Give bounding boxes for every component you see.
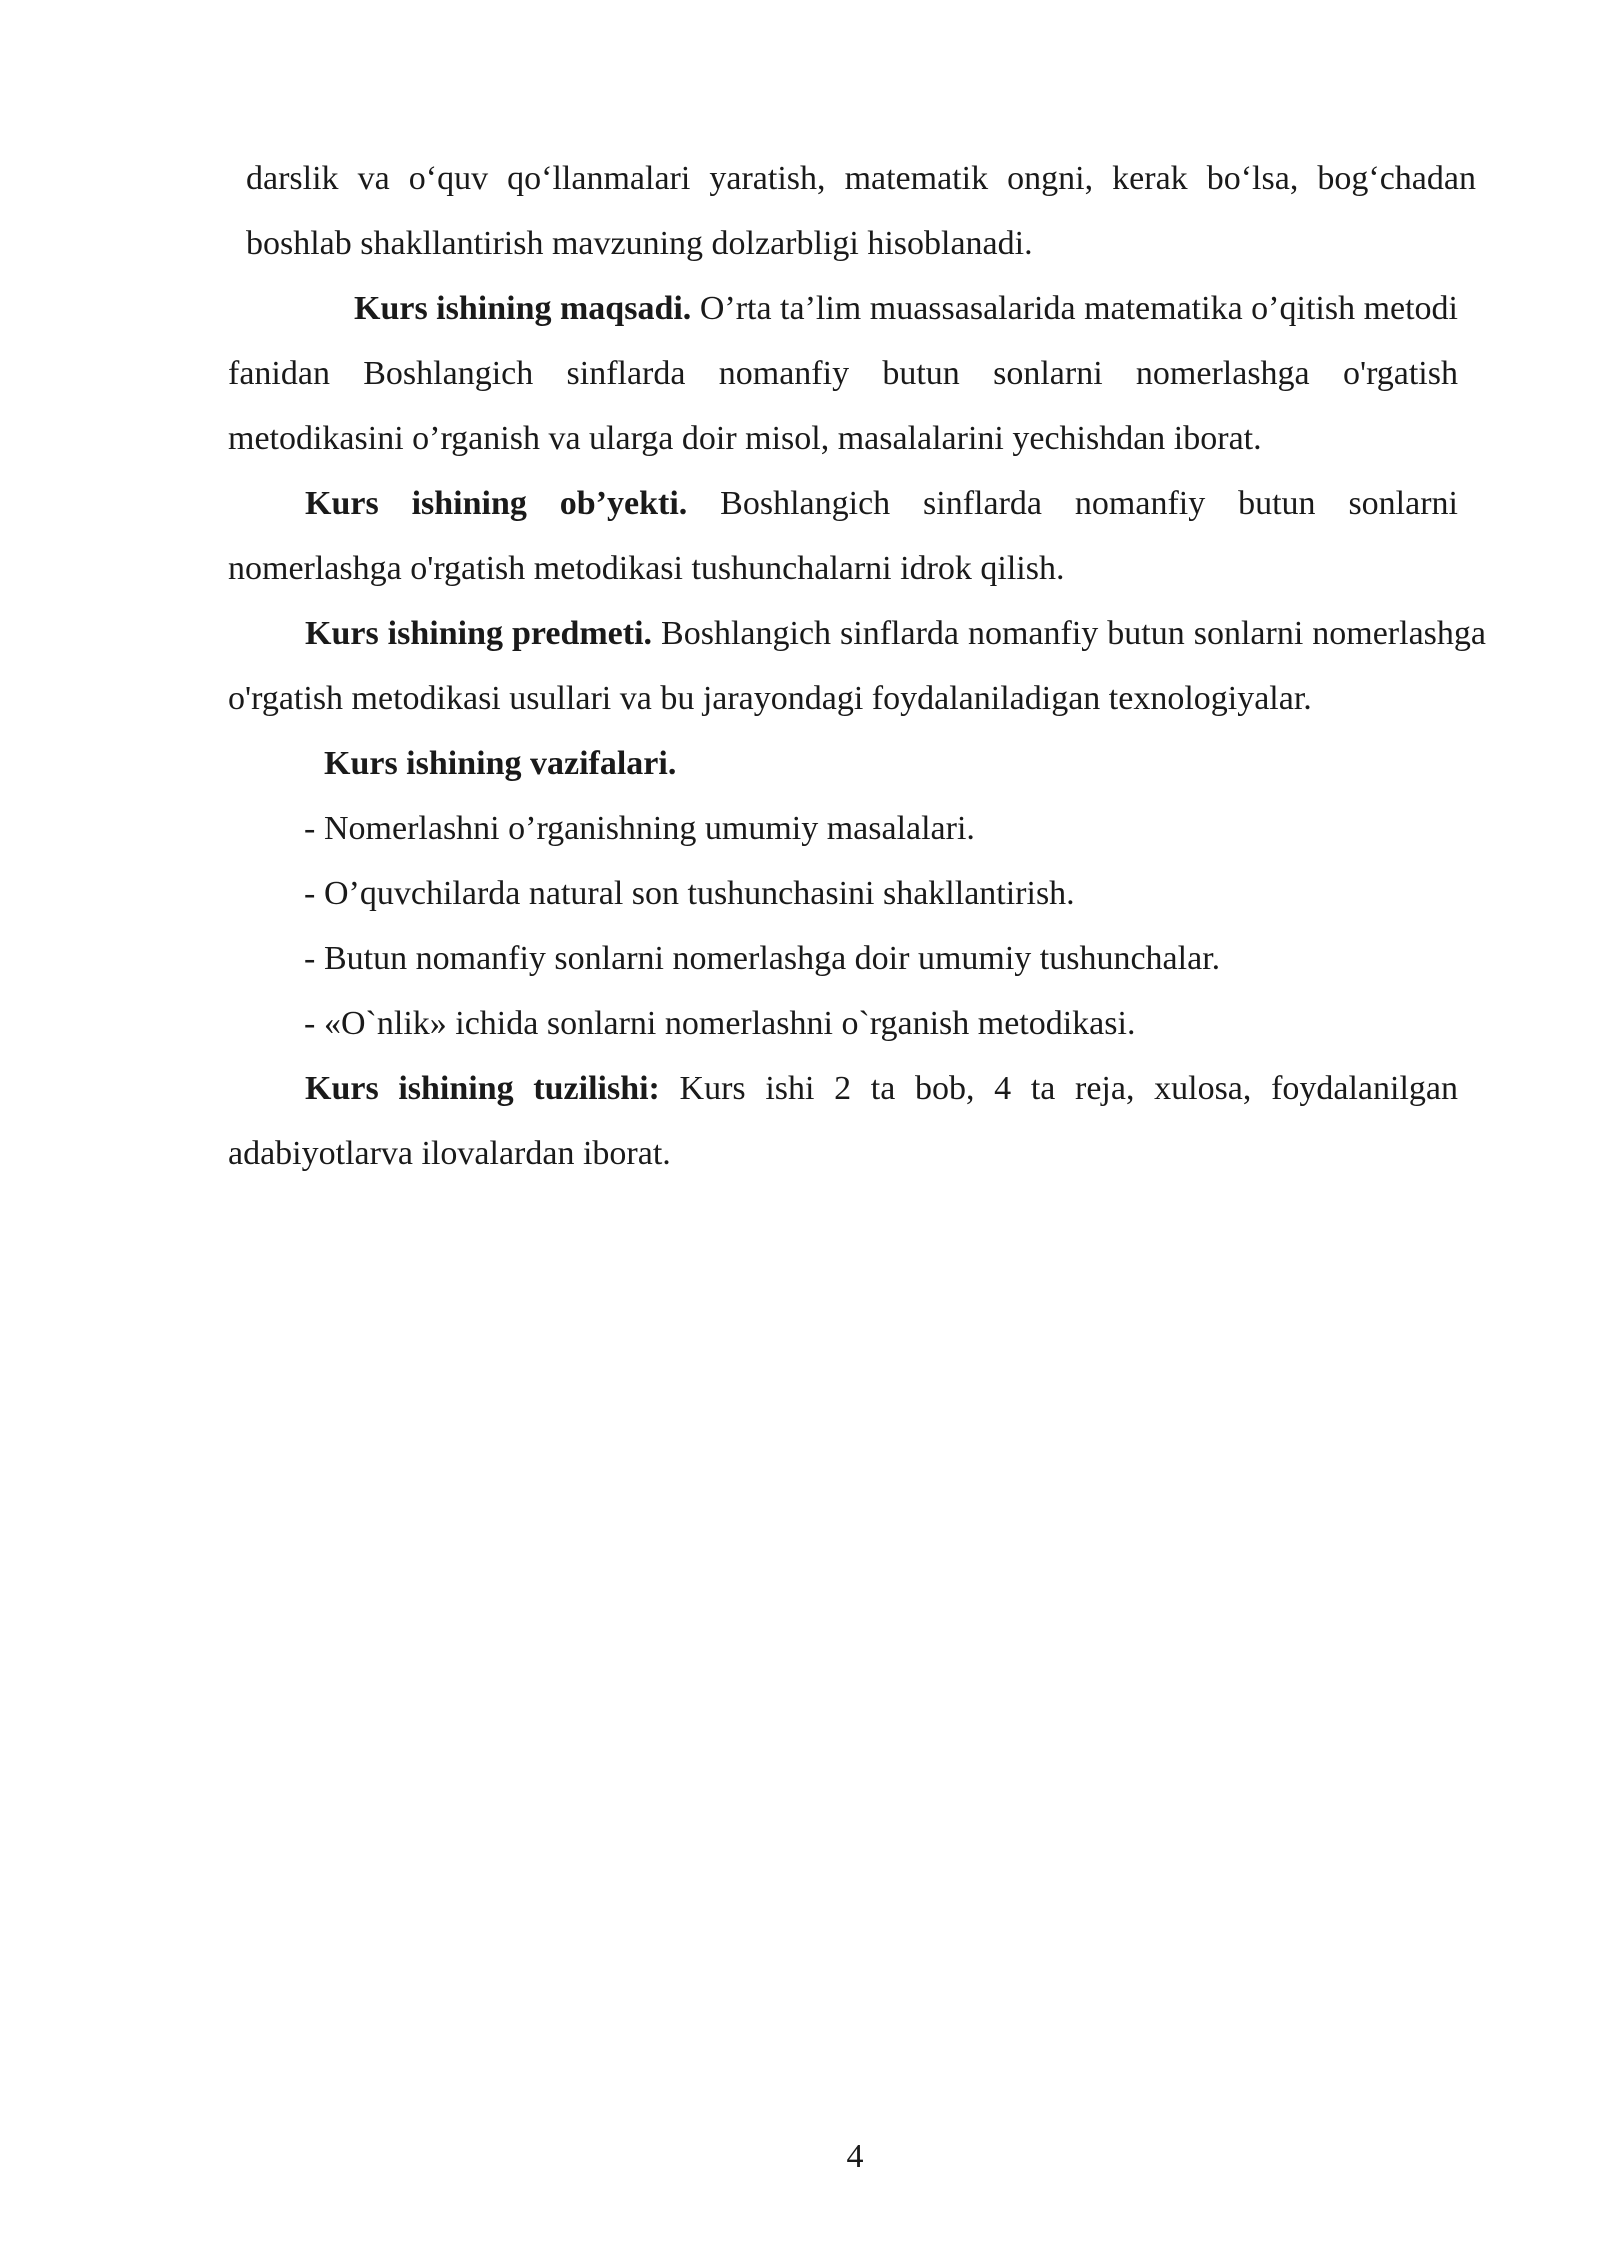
vazifa-text: Butun nomanfiy sonlarni nomerlashga doir umumiy tushunchalar. bbox=[324, 940, 1221, 977]
maqsad-paragraph bbox=[228, 276, 1458, 471]
obyekt-paragraph bbox=[228, 471, 1458, 601]
maqsad-heading: Kurs ishining maqsadi. bbox=[354, 290, 692, 327]
vazifa-item bbox=[228, 991, 1465, 1056]
vazifa-text: O’quvchilarda natural son tushunchasini shakllantirish. bbox=[324, 875, 1075, 912]
predmet-heading: Kurs ishining predmeti. bbox=[305, 615, 653, 652]
bullet-dash: - bbox=[304, 940, 316, 977]
obyekt-heading: Kurs ishining ob’yekti. bbox=[305, 485, 688, 522]
vazifa-item bbox=[228, 861, 1465, 926]
vazifalar-heading: Kurs ishining vazifalari. bbox=[324, 745, 677, 782]
page-number: 4 bbox=[846, 2138, 864, 2175]
maqsad-text: O’rta ta’lim muassasalarida matematika o’qitish metodi fanidan Boshlangich sinflarda nomanfiy butun sonlarni nomerlashga o'rgatish metodikasini o’rganish va ularga doir misol, masalalarini yechishdan iborat. bbox=[228, 290, 1458, 457]
tuzilishi-heading: Kurs ishining tuzilishi: bbox=[305, 1070, 660, 1107]
body-text bbox=[228, 146, 1486, 1186]
vazifa-item bbox=[228, 926, 1465, 991]
intro-paragraph: darslik va o‘quv qo‘llanmalari yaratish, matematik ongni, kerak bo‘lsa, bog‘chadan boshlab shakllantirish mavzuning dolzarbligi hisoblanadi. bbox=[246, 160, 1476, 262]
bullet-dash: - bbox=[304, 1005, 316, 1042]
tuzilishi-text: Kurs ishi 2 ta bob, 4 ta reja, xulosa, foydalanilgan adabiyotlarva ilovalardan iborat. bbox=[228, 1070, 1459, 1172]
tuzilishi-paragraph bbox=[228, 1056, 1458, 1186]
obyekt-text: Boshlangich sinflarda nomanfiy butun sonlarni nomerlashga o'rgatish metodikasi tushunchalarni idrok qilish. bbox=[228, 485, 1458, 587]
vazifa-text: «O`nlik» ichida sonlarni nomerlashni o`rganish metodikasi. bbox=[324, 1005, 1136, 1042]
vazifa-text: Nomerlashni o’rganishning umumiy masalalari. bbox=[324, 810, 975, 847]
predmet-paragraph bbox=[228, 601, 1486, 731]
vazifa-item bbox=[228, 796, 1465, 861]
bullet-dash: - bbox=[304, 875, 316, 912]
bullet-dash: - bbox=[304, 810, 316, 847]
predmet-text: Boshlangich sinflarda nomanfiy butun sonlarni nomerlashga o'rgatish metodikasi usullari va bu jarayondagi foydalaniladigan texnologiyalar. bbox=[228, 615, 1486, 717]
